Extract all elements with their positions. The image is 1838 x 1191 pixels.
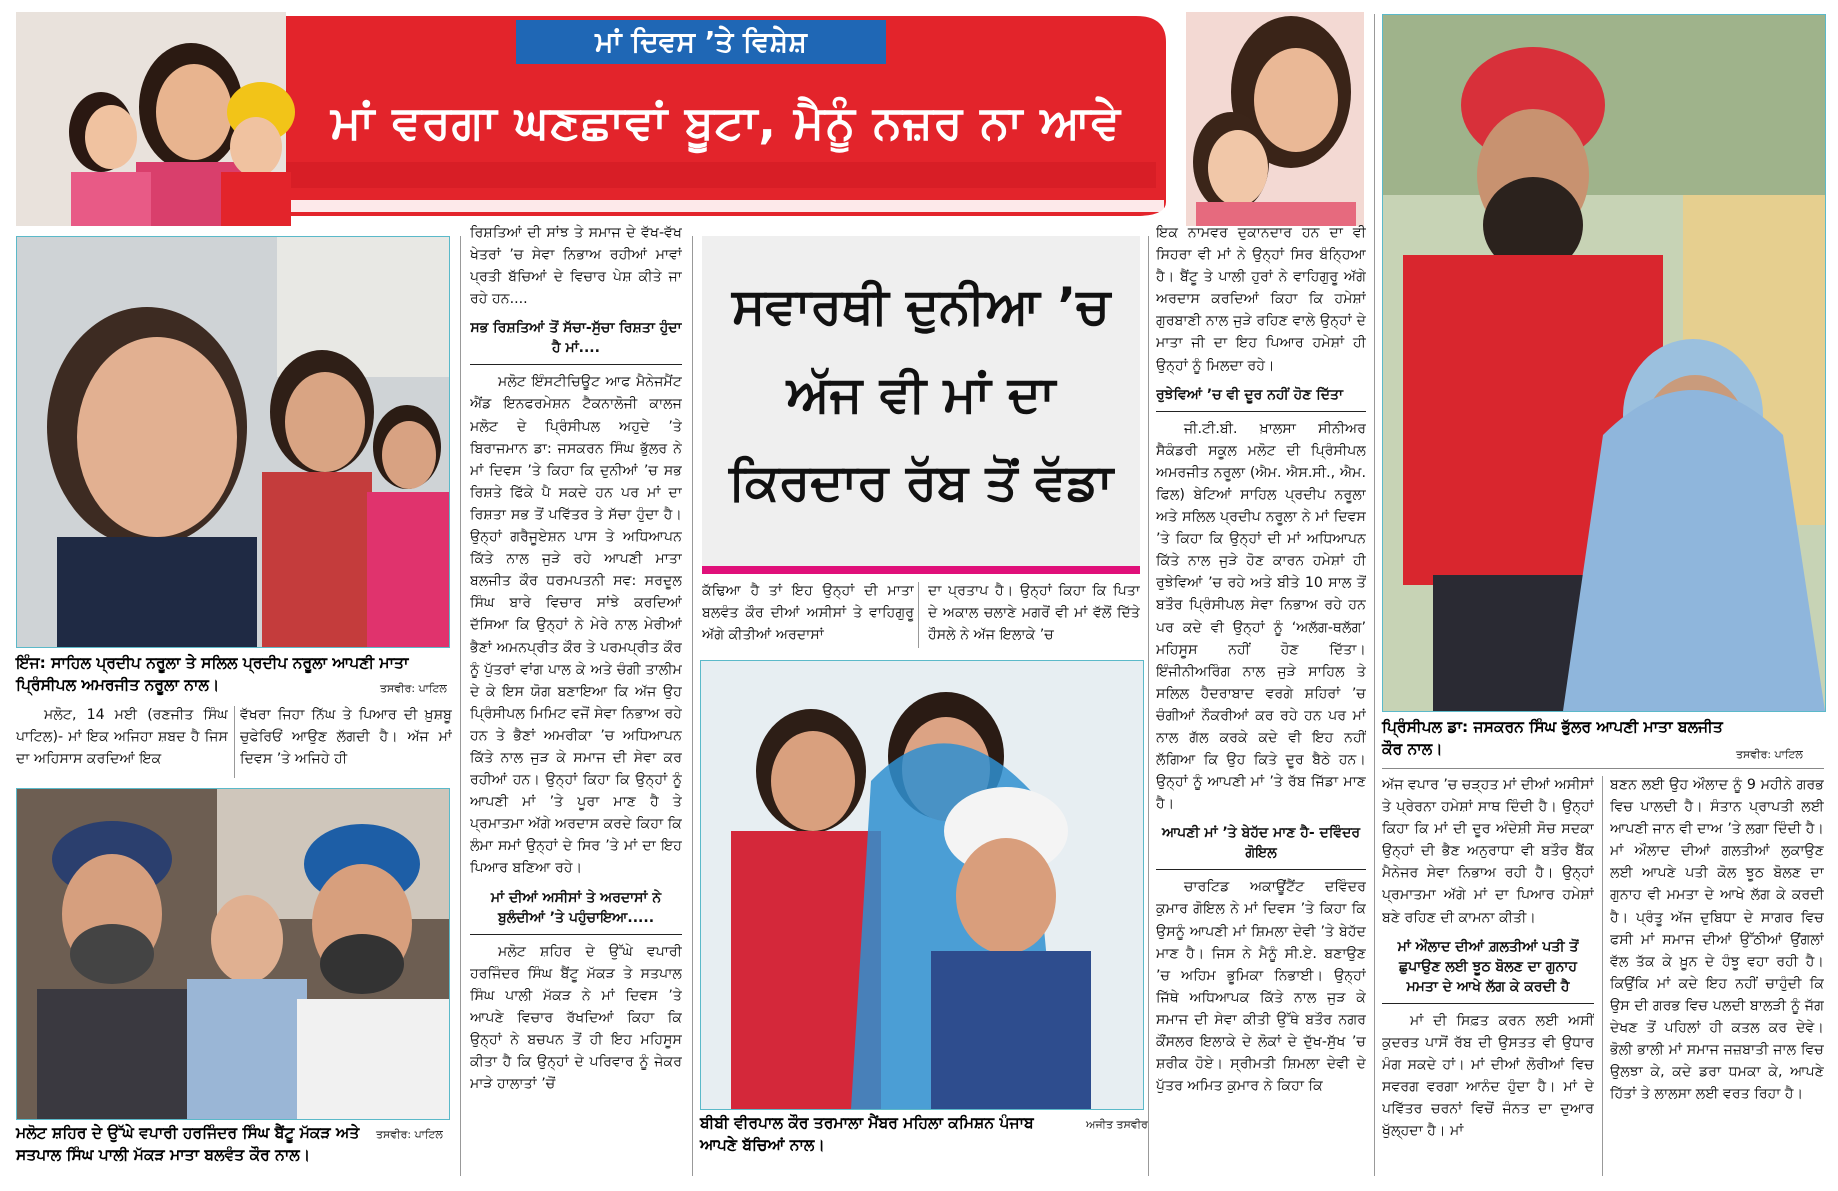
photo-veerpal-credit: ਅਜੀਤ ਤਸਵੀਰ bbox=[1086, 1118, 1148, 1131]
photo-bhullar-caption: ਪ੍ਰਿੰਸੀਪਲ ਡਾ: ਜਸਕਰਨ ਸਿੰਘ ਭੁੱਲਰ ਆਪਣੀ ਮਾਤਾ ਬਲਜੀਤ ਕੌਰ ਨਾਲ। bbox=[1382, 718, 1723, 758]
col-divider-6 bbox=[918, 582, 919, 648]
main-headline-line2: ਅੱਜ ਵੀ ਮਾਂ ਦਾ bbox=[786, 365, 1056, 423]
subhead-1: ਸਭ ਰਿਸ਼ਤਿਆਂ ਤੋਂ ਸੱਚਾ-ਸੁੱਚਾ ਰਿਸ਼ਤਾ ਹੁੰਦਾ ਹੈ ਮਾਂ.... bbox=[470, 318, 682, 365]
article-col-5: ਅੱਜ ਵਪਾਰ ’ਚ ਚੜ੍ਹਤ ਮਾਂ ਦੀਆਂ ਅਸੀਸਾਂ ਤੇ ਪ੍ਰੇਰਨਾ ਹਮੇਸ਼ਾਂ ਸਾਥ ਦਿੰਦੀ ਹੈ। ਉਨ੍ਹਾਂ ਕਿਹਾ ਕਿ ਮਾਂ ਦੀ ਦੂਰ ਅੰਦੇਸ਼ੀ ਸੋਚ ਸਦਕਾ ਉਨ੍ਹਾਂ ਦੀ ਭੈਣ ਅਨੁਰਾਧਾ ਵੀ ਬਤੌਰ ਬੈਂਕ ਮੈਨੇਜਰ ਸੇਵਾ ਨਿਭਾਅ ਰਹੀ ਹੈ। ਉਨ੍ਹਾਂ ਪ੍ਰਮਾਤਮਾ ਅੱਗੇ ਮਾਂ ਦਾ ਪਿਆਰ ਹਮੇਸ਼ਾਂ ਬਣੇ ਰਹਿਣ ਦੀ ਕਾਮਨਾ ਕੀਤੀ। ਮਾਂ ਔਲਾਦ ਦੀਆਂ ਗ਼ਲਤੀਆਂ ਪਤੀ ਤੋਂ ਛੁਪਾਉਣ ਲਈ ਝੂਠ ਬੋਲਣ ਦਾ ਗੁਨਾਹ ਮਮਤਾ ਦੇ ਆਖੇ ਲੱਗ ਕੇ ਕਰਦੀ ਹੈ ਮਾਂ ਦੀ ਸਿਫ਼ਤ ਕਰਨ ਲਈ ਅਸੀਂ ਕੁਦਰਤ ਪਾਸੋਂ ਰੱਬ ਦੀ ਉਸਤਤ ਵੀ ਉਧਾਰ ਮੰਗ ਸਕਦੇ ਹਾਂ। ਮਾਂ ਦੀਆਂ ਲੋਰੀਆਂ ਵਿਚ ਸਵਰਗ ਵਰਗਾ ਆਨੰਦ ਹੁੰਦਾ ਹੈ। ਮਾਂ ਦੇ ਪਵਿੱਤਰ ਚਰਨਾਂ ਵਿਚੋਂ ਜੰਨਤ ਦਾ ਦੁਆਰ ਖੁੱਲ੍ਹਦਾ ਹੈ। ਮਾਂ bbox=[1382, 777, 1594, 1140]
headline-accent-bar bbox=[702, 566, 1140, 574]
article-col-4: ਇਕ ਨਾਮਵਰ ਦੁਕਾਨਦਾਰ ਹਨ ਦਾ ਵੀ ਸਿਹਰਾ ਵੀ ਮਾਂ ਨੇ ਉਨ੍ਹਾਂ ਸਿਰ ਬੰਨ੍ਹਿਆ ਹੈ। ਬੈਂਟੂ ਤੇ ਪਾਲੀ ਹੁਰਾਂ ਨੇ ਵਾਹਿਗੁਰੂ ਅੱਗੇ ਅਰਦਾਸ ਕਰਦਿਆਂ ਕਿਹਾ ਕਿ ਹਮੇਸ਼ਾਂ ਗੁਰਬਾਣੀ ਨਾਲ ਜੁੜੇ ਰਹਿਣ ਵਾਲੇ ਉਨ੍ਹਾਂ ਦੇ ਮਾਤਾ ਜੀ ਦਾ ਇਹ ਪਿਆਰ ਹਮੇਸ਼ਾਂ ਹੀ ਉਨ੍ਹਾਂ ਨੂੰ ਮਿਲਦਾ ਰਹੇ। ਰੁਝੇਵਿਆਂ ’ਚ ਵੀ ਦੂਰ ਨਹੀਂ ਹੋਣ ਦਿੱਤਾ ਜੀ.ਟੀ.ਬੀ. ਖ਼ਾਲਸਾ ਸੀਨੀਅਰ ਸੈਕੰਡਰੀ ਸਕੂਲ ਮਲੋਟ ਦੀ ਪ੍ਰਿੰਸੀਪਲ ਅਮਰਜੀਤ ਨਰੂਲਾ (ਐਮ. ਐਸ.ਸੀ., ਐਮ. ਫਿਲ) ਬੇਟਿਆਂ ਸਾਹਿਲ ਪ੍ਰਦੀਪ ਨਰੂਲਾ ਅਤੇ ਸਲਿਲ ਪ੍ਰਦੀਪ ਨਰੂਲਾ ਨੇ ਮਾਂ ਦਿਵਸ ’ਤੇ ਕਿਹਾ ਕਿ ਉਨ੍ਹਾਂ ਦੀ ਮਾਂ ਅਧਿਆਪਨ ਕਿੱਤੇ ਨਾਲ ਜੁੜੇ ਹੋਣ ਕਾਰਨ ਹਮੇਸ਼ਾਂ ਹੀ ਰੁਝੇਵਿਆਂ ’ਚ ਰਹੇ ਅਤੇ ਬੀਤੇ 10 ਸਾਲ ਤੋਂ ਬਤੌਰ ਪ੍ਰਿੰਸੀਪਲ ਸੇਵਾ ਨਿਭਾਅ ਰਹੇ ਹਨ ਪਰ ਕਦੇ ਵੀ ਉਨ੍ਹਾਂ ਨੂੰ ‘ਅਲੱਗ-ਥਲੱਗ’ ਮਹਿਸੂਸ ਨਹੀਂ ਹੋਣ ਦਿੱਤਾ। ਇੰਜੀਨੀਅਰਿੰਗ ਨਾਲ ਜੁੜੇ ਸਾਹਿਲ ਤੇ ਸਲਿਲ ਹੈਦਰਾਬਾਦ ਵਰਗੇ ਸ਼ਹਿਰਾਂ ’ਚ ਚੰਗੀਆਂ ਨੌਕਰੀਆਂ ਕਰ ਰਹੇ ਹਨ ਪਰ ਮਾਂ ਨਾਲ ਗੱਲ ਕਰਕੇ ਕਦੇ ਵੀ ਇਹ ਨਹੀਂ ਲੱਗਿਆ ਕਿ ਉਹ ਕਿਤੇ ਦੂਰ ਬੈਠੇ ਹਨ। ਉਨ੍ਹਾਂ ਨੂੰ ਆਪਣੀ ਮਾਂ ’ਤੇ ਰੱਬ ਜਿੱਡਾ ਮਾਣ ਹੈ। ਆਪਣੀ ਮਾਂ ’ਤੇ ਬੇਹੱਦ ਮਾਣ ਹੈ- ਦਵਿੰਦਰ ਗੋਇਲ ਚਾਰਟਿਡ ਅਕਾਊਂਟੈਂਟ ਦਵਿੰਦਰ ਕੁਮਾਰ ਗੋਇਲ ਨੇ ਮਾਂ ਦਿਵਸ ’ਤੇ ਕਿਹਾ ਕਿ ਉਸਨੂੰ ਆਪਣੀ ਮਾਂ ਸ਼ਿਮਲਾ ਦੇਵੀ ’ਤੇ ਬੇਹੱਦ ਮਾਣ ਹੈ। ਜਿਸ ਨੇ ਮੈਨੂੰ ਸੀ.ਏ. ਬਣਾਉਣ ’ਚ ਅਹਿਮ ਭੂਮਿਕਾ ਨਿਭਾਈ। ਉਨ੍ਹਾਂ ਜਿੱਥੇ ਅਧਿਆਪਕ ਕਿੱਤੇ ਨਾਲ ਜੁੜ ਕੇ ਸਮਾਜ ਦੀ ਸੇਵਾ ਕੀਤੀ ਉੱਥੇ ਬਤੌਰ ਨਗਰ ਕੌਂਸਲਰ ਇਲਾਕੇ ਦੇ ਲੋਕਾਂ ਦੇ ਦੁੱਖ-ਸੁੱਖ ’ਚ ਸ਼ਰੀਕ ਹੋਏ। ਸ੍ਰੀਮਤੀ ਸ਼ਿਮਲਾ ਦੇਵੀ ਦੇ ਪੁੱਤਰ ਅਮਿਤ ਕੁਮਾਰ ਨੇ ਕਿਹਾ ਕਿ bbox=[1156, 225, 1366, 1095]
col-divider-3 bbox=[1148, 236, 1149, 1176]
subhead-5: ਮਾਂ ਔਲਾਦ ਦੀਆਂ ਗ਼ਲਤੀਆਂ ਪਤੀ ਤੋਂ ਛੁਪਾਉਣ ਲਈ ਝੂਠ ਬੋਲਣ ਦਾ ਗੁਨਾਹ ਮਮਤਾ ਦੇ ਆਖੇ ਲੱਗ ਕੇ ਕਰਦੀ ਹੈ bbox=[1382, 937, 1594, 1004]
banner-headline: ਮਾਂ ਵਰਗਾ ਘਣਛਾਵਾਂ ਬੂਟਾ, ਮੈਨੂੰ ਨਜ਼ਰ ਨਾ ਆਵੇ bbox=[330, 95, 1122, 149]
top-banner bbox=[16, 12, 1364, 226]
banner-tag-text: ਮਾਂ ਦਿਵਸ ’ਤੇ ਵਿਸ਼ੇਸ਼ bbox=[595, 25, 807, 58]
photo-narula-caption: ਇੰਜ: ਸਾਹਿਲ ਪ੍ਰਦੀਪ ਨਰੂਲਾ ਤੇ ਸਲਿਲ ਪ੍ਰਦੀਪ ਨਰੂਲਾ ਆਪਣੀ ਮਾਤਾ ਪ੍ਰਿੰਸੀਪਲ ਅਮਰਜੀਤ ਨਰੂਲਾ ਨਾਲ। bbox=[16, 654, 409, 694]
banner-tag bbox=[516, 20, 886, 64]
photo-makkar-credit: ਤਸਵੀਰ: ਪਾਟਿਲ bbox=[376, 1128, 443, 1141]
bhullar-divider bbox=[1382, 768, 1824, 769]
intro-divider bbox=[234, 706, 235, 778]
photo-narula-family bbox=[16, 236, 450, 648]
col-divider-5 bbox=[1602, 776, 1603, 1176]
subhead-4: ਆਪਣੀ ਮਾਂ ’ਤੇ ਬੇਹੱਦ ਮਾਣ ਹੈ- ਦਵਿੰਦਰ ਗੋਇਲ bbox=[1156, 823, 1366, 870]
article-col-3b: ਦਾ ਪ੍ਰਤਾਪ ਹੈ। ਉਨ੍ਹਾਂ ਕਿਹਾ ਕਿ ਪਿਤਾ ਦੇ ਅਕਾਲ ਚਲਾਣੇ ਮਗਰੋਂ ਵੀ ਮਾਂ ਵੱਲੋਂ ਦਿੱਤੇ ਹੌਸਲੇ ਨੇ ਅੱਜ ਇਲਾਕੇ ’ਚ bbox=[928, 583, 1140, 644]
photo-bhullar-credit: ਤਸਵੀਰ: ਪਾਟਿਲ bbox=[1736, 748, 1803, 761]
subhead-3: ਰੁਝੇਵਿਆਂ ’ਚ ਵੀ ਦੂਰ ਨਹੀਂ ਹੋਣ ਦਿੱਤਾ bbox=[1156, 385, 1366, 412]
article-col-2: ਰਿਸ਼ਤਿਆਂ ਦੀ ਸਾਂਝ ਤੇ ਸਮਾਜ ਦੇ ਵੱਖ-ਵੱਖ ਖੇਤਰਾਂ ’ਚ ਸੇਵਾ ਨਿਭਾਅ ਰਹੀਆਂ ਮਾਵਾਂ ਪ੍ਰਤੀ ਬੱਚਿਆਂ ਦੇ ਵਿਚਾਰ ਪੇਸ਼ ਕੀਤੇ ਜਾ ਰਹੇ ਹਨ.... ਸਭ ਰਿਸ਼ਤਿਆਂ ਤੋਂ ਸੱਚਾ-ਸੁੱਚਾ ਰਿਸ਼ਤਾ ਹੁੰਦਾ ਹੈ ਮਾਂ.... ਮਲੋਟ ਇੰਸਟੀਚਿਊਟ ਆਫ ਮੈਨੇਜਮੈਂਟ ਐਂਡ ਇਨਫਰਮੇਸ਼ਨ ਟੈਕਨਾਲੋਜੀ ਕਾਲਜ ਮਲੋਟ ਦੇ ਪ੍ਰਿੰਸੀਪਲ ਅਹੁਦੇ ’ਤੇ ਬਿਰਾਜਮਾਨ ਡਾ: ਜਸਕਰਨ ਸਿੰਘ ਭੁੱਲਰ ਨੇ ਮਾਂ ਦਿਵਸ ’ਤੇ ਕਿਹਾ ਕਿ ਦੁਨੀਆਂ ’ਚ ਸਭ ਰਿਸ਼ਤੇ ਫਿੱਕੇ ਪੈ ਸਕਦੇ ਹਨ ਪਰ ਮਾਂ ਦਾ ਰਿਸ਼ਤਾ ਸਭ ਤੋਂ ਪਵਿੱਤਰ ਤੇ ਸੱਚਾ ਹੁੰਦਾ ਹੈ। ਉਨ੍ਹਾਂ ਗਰੈਜੂਏਸ਼ਨ ਪਾਸ ਤੇ ਅਧਿਆਪਨ ਕਿੱਤੇ ਨਾਲ ਜੁੜੇ ਰਹੇ ਆਪਣੀ ਮਾਤਾ ਬਲਜੀਤ ਕੌਰ ਧਰਮਪਤਨੀ ਸਵ: ਸਰਦੂਲ ਸਿੰਘ ਬਾਰੇ ਵਿਚਾਰ ਸਾਂਝੇ ਕਰਦਿਆਂ ਦੱਸਿਆ ਕਿ ਉਨ੍ਹਾਂ ਨੇ ਮੇਰੇ ਨਾਲ ਮੇਰੀਆਂ ਭੈਣਾਂ ਅਮਨਪ੍ਰੀਤ ਕੌਰ ਤੇ ਪਰਮਪ੍ਰੀਤ ਕੌਰ ਨੂੰ ਪੁੱਤਰਾਂ ਵਾਂਗ ਪਾਲ ਕੇ ਅਤੇ ਚੰਗੀ ਤਾਲੀਮ ਦੇ ਕੇ ਇਸ ਯੋਗ ਬਣਾਇਆ ਕਿ ਅੱਜ ਉਹ ਪ੍ਰਿੰਸੀਪਲ ਮਿਮਿਟ ਵਜੋਂ ਸੇਵਾ ਨਿਭਾਅ ਰਹੇ ਹਨ ਤੇ ਭੈਣਾਂ ਅਮਰੀਕਾ ’ਚ ਅਧਿਆਪਨ ਕਿੱਤੇ ਨਾਲ ਜੁੜ ਕੇ ਸਮਾਜ ਦੀ ਸੇਵਾ ਕਰ ਰਹੀਆਂ ਹਨ। ਉਨ੍ਹਾਂ ਕਿਹਾ ਕਿ ਉਨ੍ਹਾਂ ਨੂੰ ਆਪਣੀ ਮਾਂ ’ਤੇ ਪੂਰਾ ਮਾਣ ਹੈ ਤੇ ਪ੍ਰਮਾਤਮਾ ਅੱਗੇ ਅਰਦਾਸ ਕਰਦੇ ਕਿਹਾ ਕਿ ਲੰਮਾ ਸਮਾਂ ਉਨ੍ਹਾਂ ਦੇ ਸਿਰ ’ਤੇ ਮਾਂ ਦਾ ਇਹ ਪਿਆਰ ਬਣਿਆ ਰਹੇ। ਮਾਂ ਦੀਆਂ ਅਸੀਸਾਂ ਤੇ ਅਰਦਾਸਾਂ ਨੇ ਬੁਲੰਦੀਆਂ ’ਤੇ ਪਹੁੰਚਾਇਆ..... ਮਲੋਟ ਸ਼ਹਿਰ ਦੇ ਉੱਘੇ ਵਪਾਰੀ ਹਰਜਿੰਦਰ ਸਿੰਘ ਬੈਂਟੂ ਮੱਕੜ ਤੇ ਸਤਪਾਲ ਸਿੰਘ ਪਾਲੀ ਮੱਕੜ ਨੇ ਮਾਂ ਦਿਵਸ ’ਤੇ ਆਪਣੇ ਵਿਚਾਰ ਰੱਖਦਿਆਂ ਕਿਹਾ ਕਿ ਉਨ੍ਹਾਂ ਨੇ ਬਚਪਨ ਤੋਂ ਹੀ ਇਹ ਮਹਿਸੂਸ ਕੀਤਾ ਹੈ ਕਿ ਉਨ੍ਹਾਂ ਦੇ ਪਰਿਵਾਰ ਨੂੰ ਜੇਕਰ ਮਾੜੇ ਹਾਲਾਤਾਂ ’ਚੋਂ bbox=[470, 225, 682, 1093]
article-col-3a: ਕੱਢਿਆ ਹੈ ਤਾਂ ਇਹ ਉਨ੍ਹਾਂ ਦੀ ਮਾਤਾ ਬਲਵੰਤ ਕੌਰ ਦੀਆਂ ਅਸੀਸਾਂ ਤੇ ਵਾਹਿਗੁਰੂ ਅੱਗੇ ਕੀਤੀਆਂ ਅਰਦਾਸਾਂ bbox=[702, 583, 914, 644]
article-col-6: ਬਣਨ ਲਈ ਉਹ ਔਲਾਦ ਨੂੰ 9 ਮਹੀਨੇ ਗਰਭ ਵਿਚ ਪਾਲਦੀ ਹੈ। ਸੰਤਾਨ ਪ੍ਰਾਪਤੀ ਲਈ ਆਪਣੀ ਜਾਨ ਵੀ ਦਾਅ ’ਤੇ ਲਗਾ ਦਿੰਦੀ ਹੈ। ਮਾਂ ਔਲਾਦ ਦੀਆਂ ਗਲਤੀਆਂ ਲੁਕਾਉਣ ਲਈ ਆਪਣੇ ਪਤੀ ਕੋਲ ਝੂਠ ਬੋਲਣ ਦਾ ਗੁਨਾਹ ਵੀ ਮਮਤਾ ਦੇ ਆਖੇ ਲੱਗ ਕੇ ਕਰਦੀ ਹੈ। ਪ੍ਰੰਤੂ ਅੱਜ ਦੁਬਿਧਾ ਦੇ ਸਾਗਰ ਵਿਚ ਫਸੀ ਮਾਂ ਸਮਾਜ ਦੀਆਂ ਉੱਠੀਆਂ ਉਂਗਲਾਂ ਵੱਲ ਤੱਕ ਕੇ ਖ਼ੂਨ ਦੇ ਹੰਝੂ ਵਹਾ ਰਹੀ ਹੈ। ਕਿਉਂਕਿ ਮਾਂ ਕਦੇ ਇਹ ਨਹੀਂ ਚਾਹੁੰਦੀ ਕਿ ਉਸ ਦੀ ਗਰਭ ਵਿਚ ਪਲਦੀ ਬਾਲੜੀ ਨੂੰ ਜੱਗ ਦੇਖਣ ਤੋਂ ਪਹਿਲਾਂ ਹੀ ਕਤਲ ਕਰ ਦੇਵੇ। ਭੋਲੀ ਭਾਲੀ ਮਾਂ ਸਮਾਜ ਜਜ਼ਬਾਤੀ ਜਾਲ ਵਿਚ ਉਲਝਾ ਕੇ, ਕਦੇ ਡਰਾ ਧਮਕਾ ਕੇ, ਆਪਣੇ ਹਿੱਤਾਂ ਤੇ ਲਾਲਸਾ ਲਈ ਵਰਤ ਰਿਹਾ ਹੈ। bbox=[1610, 777, 1824, 1103]
photo-makkar-family bbox=[16, 788, 450, 1120]
photo-veerpal-family bbox=[700, 660, 1144, 1110]
subhead-2: ਮਾਂ ਦੀਆਂ ਅਸੀਸਾਂ ਤੇ ਅਰਦਾਸਾਂ ਨੇ ਬੁਲੰਦੀਆਂ ’ਤੇ ਪਹੁੰਚਾਇਆ..... bbox=[470, 888, 682, 935]
main-headline-box bbox=[702, 236, 1140, 566]
intro-col-b: ਵੱਖਰਾ ਜਿਹਾ ਨਿੱਘ ਤੇ ਪਿਆਰ ਦੀ ਖ਼ੁਸ਼ਬੂ ਚੁਫੇਰਿਓਂ ਆਉਣ ਲੱਗਦੀ ਹੈ। ਅੱਜ ਮਾਂ ਦਿਵਸ ’ਤੇ ਅਜਿਹੇ ਹੀ bbox=[240, 707, 452, 768]
col-divider-2 bbox=[692, 236, 693, 1176]
intro-col-a: ਮਲੋਟ, 14 ਮਈ (ਰਣਜੀਤ ਸਿੰਘ ਪਾਟਿਲ)- ਮਾਂ ਇਕ ਅਜਿਹਾ ਸ਼ਬਦ ਹੈ ਜਿਸ ਦਾ ਅਹਿਸਾਸ ਕਰਦਿਆਂ ਇਕ bbox=[16, 707, 228, 768]
main-headline-line1: ਸਵਾਰਥੀ ਦੁਨੀਆ ’ਚ bbox=[732, 277, 1110, 335]
photo-bhullar-family bbox=[1382, 14, 1826, 712]
photo-veerpal-caption: ਬੀਬੀ ਵੀਰਪਾਲ ਕੌਰ ਤਰਮਾਲਾ ਮੈਂਬਰ ਮਹਿਲਾ ਕਮਿਸ਼ਨ ਪੰਜਾਬ ਆਪਣੇ ਬੱਚਿਆਂ ਨਾਲ। bbox=[700, 1114, 1034, 1154]
photo-narula-credit: ਤਸਵੀਰ: ਪਾਟਿਲ bbox=[380, 682, 447, 695]
col-divider-4 bbox=[1374, 14, 1375, 1176]
photo-makkar-caption: ਮਲੋਟ ਸ਼ਹਿਰ ਦੇ ਉੱਘੇ ਵਪਾਰੀ ਹਰਜਿੰਦਰ ਸਿੰਘ ਬੈਂਟੂ ਮੱਕੜ ਅਤੇ ਸਤਪਾਲ ਸਿੰਘ ਪਾਲੀ ਮੱਕੜ ਮਾਤਾ ਬਲਵੰਤ ਕੌਰ ਨਾਲ। bbox=[16, 1124, 360, 1164]
main-headline-line3: ਕਿਰਦਾਰ ਰੱਬ ਤੋਂ ਵੱਡਾ bbox=[728, 453, 1114, 511]
col-divider-1 bbox=[460, 236, 461, 1176]
